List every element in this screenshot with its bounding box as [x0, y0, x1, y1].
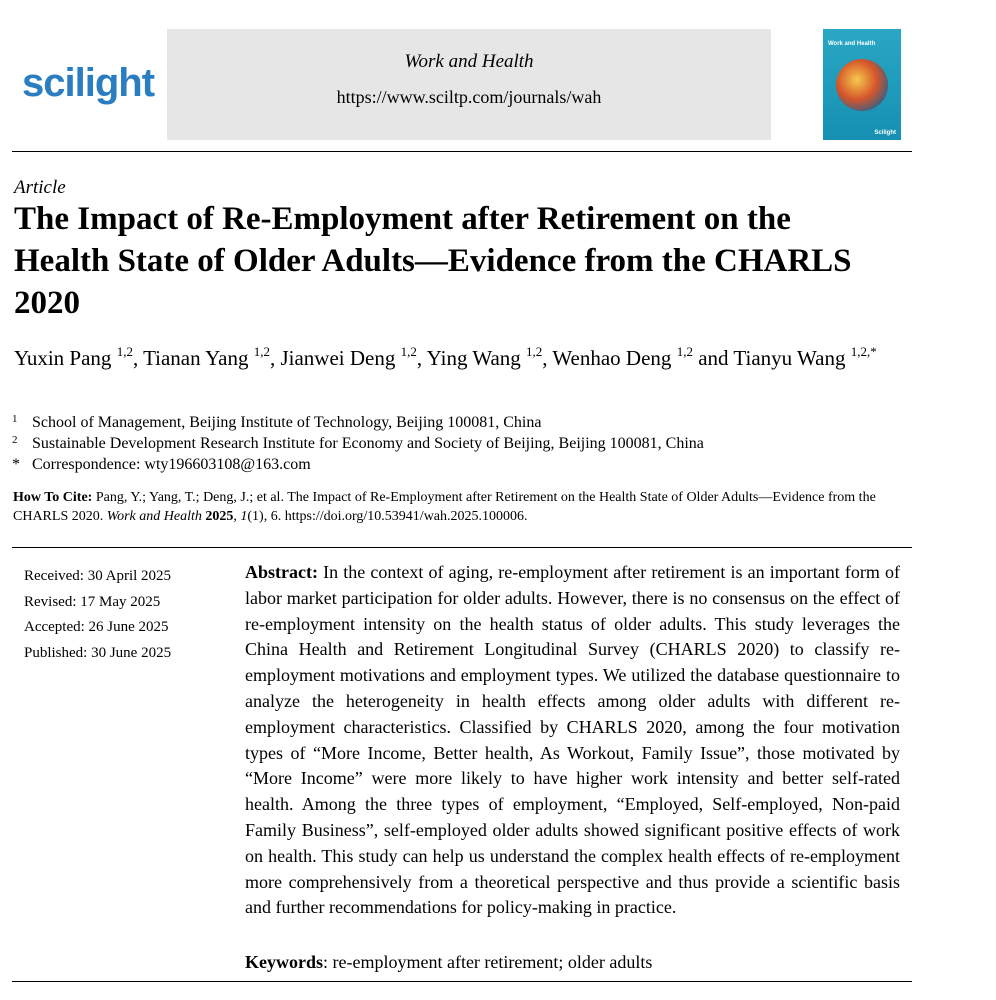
- publisher-logo: [22, 58, 154, 108]
- author-name: Ying Wang: [426, 346, 521, 370]
- abstract: [245, 560, 900, 921]
- article-title: The Impact of Re-Employment after Retirement on the Health State of Older Adults—Evidence from the CHARLS 2020: [14, 201, 852, 321]
- publication-dates: [24, 564, 171, 666]
- journal-url[interactable]: https://www.sciltp.com/journals/wah: [336, 87, 602, 107]
- author-name: Yuxin Pang: [14, 346, 112, 370]
- correspondence: [12, 454, 704, 475]
- author: [143, 346, 270, 370]
- how-to-cite-doi[interactable]: (1), 6. https://doi.org/10.53941/wah.2025.100006.: [247, 509, 528, 524]
- author-name: Tianan Yang: [143, 346, 249, 370]
- abstract-top-divider: [12, 547, 912, 548]
- how-to-cite-journal: Work and Health: [106, 509, 202, 524]
- correspondence-text[interactable]: Correspondence: wty196603108@163.com: [32, 456, 311, 473]
- affiliation-mark: 2: [12, 434, 18, 446]
- how-to-cite: How To Cite: Pang, Y.; Yang, T.; Deng, J.; et al. The Impact of Re-Employment after Retirement on the Health State of Older Adults—Evidence from the CHARLS 2020. Work and Health 2025, 1(1), 6. https://doi.org/10.53941/wah.2025.100006.: [13, 490, 876, 524]
- affiliation-list: [12, 412, 704, 475]
- author-affiliation-mark: 1,2: [526, 344, 543, 359]
- author-name: Tianyu Wang: [733, 346, 846, 370]
- affiliation-text: School of Management, Beijing Institute of Technology, Beijing 100081, China: [32, 414, 542, 431]
- cover-brand: Scilight: [874, 130, 896, 136]
- keywords: [245, 952, 652, 973]
- author: [552, 346, 693, 370]
- author-separator: ,: [416, 346, 427, 370]
- cover-globe-illustration: [836, 59, 888, 111]
- affiliation-mark: 1: [12, 413, 18, 425]
- author: [733, 346, 876, 370]
- how-to-cite-label: How To Cite:: [13, 490, 93, 505]
- affiliation: [12, 412, 704, 433]
- author-affiliation-mark: 1,2: [253, 344, 270, 359]
- abstract-bottom-divider: [12, 981, 912, 982]
- keywords-label: Keywords: [245, 952, 323, 972]
- header-divider: [12, 151, 912, 152]
- author-separator: ,: [132, 346, 144, 370]
- author: [427, 346, 543, 370]
- author-affiliation-mark: 1,2,*: [850, 344, 877, 359]
- cover-title: Work and Health: [828, 41, 876, 47]
- date-published: Published: 30 June 2025: [24, 644, 172, 661]
- abstract-label: Abstract:: [245, 562, 318, 582]
- date-revised: Revised: 17 May 2025: [24, 593, 161, 610]
- author-affiliation-mark: 1,2: [116, 344, 133, 359]
- article-type: Article: [14, 177, 66, 198]
- affiliation: [12, 433, 704, 454]
- abstract-text: In the context of aging, re-employment after retirement is an important form of labor market participation for older adults. However, there is no consensus on the effect of re-employment intensity on the health status of older adults. This study leverages the China Health and Retirement Longitudinal Survey (CHARLS 2020) to classify re-employment motivations and employment types. We utilized the database questionnaire to analyze the heterogeneity in health effects among older adults with different re-employment characteristics. Classified by CHARLS 2020, among the four motivation types of “More Income, Better health, As Workout, Family Issue”, those motivated by “More Income” were more likely to have higher work intensity and better self-rated health. Among the three types of employment, “Employed, Self-employed, Non-paid Family Business”, self-employed older adults showed significant positive effects of work on health. This study can help us understand the complex health effects of re-employment more comprehensively from a theoretical perspective and thus provide a scientific basis and further recommendations for policy-making in practice.: [245, 562, 900, 918]
- author-name: Wenhao Deng: [552, 346, 672, 370]
- date-accepted: Accepted: 26 June 2025: [24, 619, 169, 635]
- author-list: [14, 343, 894, 373]
- author-affiliation-mark: 1,2: [400, 344, 417, 359]
- author: [14, 346, 133, 370]
- author-separator: and: [692, 346, 734, 370]
- how-to-cite-year: 2025: [205, 509, 234, 524]
- affiliation-text: Sustainable Development Research Institute for Economy and Society of Beijing, Beijing 100081, China: [32, 435, 704, 452]
- correspondence-mark: *: [12, 456, 20, 473]
- how-to-cite-volume: 1: [240, 509, 248, 524]
- journal-name: Work and Health: [404, 51, 534, 72]
- author: [280, 346, 416, 370]
- author-separator: ,: [269, 346, 281, 370]
- author-separator: ,: [542, 346, 553, 370]
- how-to-cite-text: Pang, Y.; Yang, T.; Deng, J.; et al. The Impact of Re-Employment after Retirement on the Health State of Older Adults—Evidence from the CHARLS 2020.: [13, 490, 876, 524]
- author-affiliation-mark: 1,2: [676, 344, 693, 359]
- publisher-logo-text: scilight: [22, 60, 155, 105]
- journal-header-box: [167, 29, 771, 140]
- journal-cover-image: [823, 29, 901, 140]
- keywords-text: : re-employment after retirement; older adults: [323, 952, 653, 972]
- date-received: Received: 30 April 2025: [24, 568, 172, 584]
- author-name: Jianwei Deng: [280, 346, 396, 370]
